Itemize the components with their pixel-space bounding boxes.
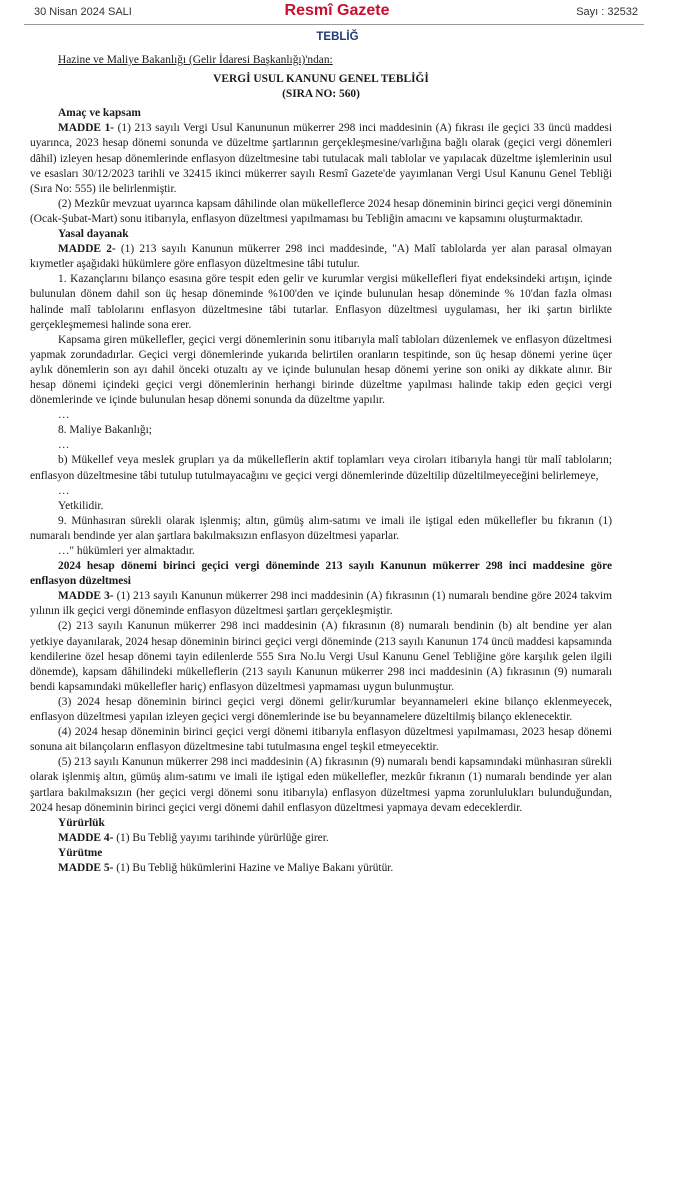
- article-2-text: (1) 213 sayılı Kanunun mükerrer 298 inci maddesinde, "A) Malî tablolarda yer alan parasal olmayan kıymetler aşağıdaki hükümlere göre enflasyon düzeltmesine tâbi tutulur.: [30, 243, 612, 271]
- article-5-text: (1) Bu Tebliğ hükümlerini Hazine ve Maliye Bakanı yürütür.: [113, 861, 394, 874]
- article-1-text: (1) 213 sayılı Vergi Usul Kanununun mükerrer 298 inci maddesinin (A) fıkrası ile geçici 33 üncü maddesi uyarınca, 2023 hesap dönemi sonunda ve düzeltme şartlarının gerçekleşmesine/varlığına bağlı olarak (geçici vergi dönemleri dâhil) izleyen hesap dönemlerinde enflasyon düzeltmesine tabi tutulacak mali tablolar ve yapılacak düzeltme işlemlerinin usul ve esasları 30/12/2023 tarihli ve 32415 ikinci mükerrer sayılı Resmî Gazete'de yayımlanan Vergi Usul Kanunu Genel Tebliği (Sıra No: 555) ile belirlenmiştir.: [30, 122, 612, 195]
- article-2-item-8: 8. Maliye Bakanlığı;: [58, 424, 152, 437]
- article-3-paragraph-5: (5) 213 sayılı Kanunun mükerrer 298 inci maddesinin (A) fıkrasının (9) numaralı bendi kapsamındaki münhasıran sürekli olarak işlenmiş altın, gümüş alım-satımı ve imali ile iştigal eden mükellefler, mezkûr fıkranın (1) numaralı bendinde yer alan şartlara bakılmaksızın (her geçici vergi dönemi sonu itibarıyla) enflasyon düzeltmesi yapma zorunlulukları bulunduğundan, 2024 hesap döneminin birinci geçici vergi dönemi dahil enflasyon düzeltmesi yapmaya devam edeceklerdir.: [30, 756, 612, 814]
- heading-execution: Yürütme: [58, 846, 103, 859]
- document-body: [30, 53, 612, 876]
- ellipsis: …: [58, 439, 70, 452]
- header-divider: [24, 24, 644, 25]
- article-2-label: MADDE 2-: [58, 243, 116, 256]
- document-title: VERGİ USUL KANUNU GENEL TEBLİĞİ: [213, 73, 429, 86]
- article-5-paragraph-1: [30, 861, 612, 876]
- document-number: (SIRA NO: 560): [282, 88, 360, 101]
- issue-number: Sayı : 32532: [576, 6, 638, 18]
- gazette-header: [24, 0, 650, 26]
- article-4-label: MADDE 4-: [58, 831, 114, 844]
- issuing-authority: Hazine ve Maliye Bakanlığı (Gelir İdaresi Başkanlığı)'ndan:: [58, 54, 333, 66]
- heading-article-3: 2024 hesap dönemi birinci geçici vergi döneminde 213 sayılı Kanunun mükerrer 298 inci maddesine göre enflasyon düzeltmesi: [30, 560, 612, 588]
- article-3-paragraph-3: (3) 2024 hesap döneminin birinci geçici vergi dönemi gelir/kurumlar beyannameleri ekine bilanço eklenmeyecek, enflasyon düzeltmesi yapılan izleyen geçici vergi dönemlerinde ise bu beyannamelere düzeltilmiş bilanço eklenecektir.: [30, 695, 612, 724]
- header-date: 30 Nisan 2024 SALI: [34, 6, 132, 18]
- article-5-label: MADDE 5-: [58, 861, 114, 874]
- article-4-paragraph-1: [30, 831, 612, 846]
- heading-legal-basis: Yasal dayanak: [58, 228, 129, 241]
- article-3-paragraph-4: (4) 2024 hesap döneminin birinci geçici vergi dönemi itibarıyla enflasyon düzeltmesi yapılmaması, 2023 hesap dönemi sonuna ait bilançoların enflasyon düzeltmesine tabi tutulmasına engel teşkil etmeyecektir.: [30, 726, 612, 754]
- authorization-statement: Yetkilidir.: [58, 499, 104, 512]
- article-4-text: (1) Bu Tebliğ yayımı tarihinde yürürlüğe girer.: [113, 831, 329, 844]
- section-label: TEBLİĞ: [316, 31, 359, 43]
- article-3-label: MADDE 3-: [58, 590, 114, 603]
- closing-quote: …" hükümleri yer almaktadır.: [58, 545, 195, 557]
- article-1-paragraph-1: [30, 121, 612, 196]
- article-2-paragraph-2: Kapsama giren mükellefler, geçici vergi dönemlerinin sonu itibarıyla malî tabloları düzenlemek ve enflasyon düzeltmesi yapmak zorundadırlar. Geçici vergi dönemlerinde yukarıda belirtilen oranların tespitinde, son üç hesap dönemi yerine üçer aylık dönemlerin son ayı dahil önceki otuzaltı ay ve içinde bulunulan hesap dönemi yerine son oniki ay dikkate alınır. Bir hesap dönemi içindeki geçici vergi dönemlerinin herhangi birinde düzeltme yapılması halinde takip eden geçici vergi dönemlerinde ve içinde bulunulan hesap dönemi sonunda da düzeltme yapılır.: [30, 333, 612, 407]
- article-2-item-1: 1. Kazançlarını bilanço esasına göre tespit eden gelir ve kurumlar vergisi mükellefleri fiyat endeksindeki artışın, içinde bulunulan dönem dahil son üç hesap döneminde %100'den ve içinde bulunulan hesap döneminde % 10'dan fazla olması halinde malî tablolarını enflasyon düzeltmesine tâbi tutarlar. Enflasyon düzeltmesi uygulaması, her iki şartın birlikte gerçekleşmemesi halinde sona erer.: [30, 273, 612, 331]
- heading-effective-date: Yürürlük: [58, 816, 105, 829]
- ellipsis: …: [58, 409, 70, 422]
- article-3-text: (1) 213 sayılı Kanunun mükerrer 298 inci maddesinin (A) fıkrasının (1) numaralı bendine göre 2024 takvim yılının ilk geçici vergi döneminde enflasyon düzeltmesi şartları gerçekleşmiştir.: [30, 590, 612, 618]
- article-2-paragraph-1: [30, 242, 612, 272]
- heading-scope: Amaç ve kapsam: [58, 107, 141, 120]
- gazette-title: Resmî Gazete: [284, 2, 390, 19]
- article-2-item-b: b) Mükellef veya meslek grupları ya da mükelleflerin aktif toplamları veya ciroları itibarıyla hangi tür malî tabloların; enflasyon düzeltmesine tâbi tutulup tutulmayacağını ve geçici vergi dönemlerinde düzeltilip düzeltilmeyeceğini belirlemeye,: [30, 454, 612, 482]
- article-2-item-9: 9. Münhasıran sürekli olarak işlenmiş; altın, gümüş alım-satımı ve imali ile iştigal eden mükellefler bu fıkranın (1) numaralı bendinde yer alan şartlara bakılmaksızın enflasyon düzeltmesi yaparlar.: [30, 514, 612, 542]
- article-1-label: MADDE 1-: [58, 122, 115, 135]
- article-1-paragraph-2: (2) Mezkûr mevzuat uyarınca kapsam dâhilinde olan mükelleflerce 2024 hesap döneminin birinci geçici vergi döneminin (Ocak-Şubat-Mart) sonu itibarıyla, enflasyon düzeltmesi yapılmaması bu Tebliğin amacını ve kapsamını oluşturmaktadır.: [30, 197, 612, 225]
- article-3-paragraph-2: (2) 213 sayılı Kanunun mükerrer 298 inci maddesinin (A) fıkrasının (8) numaralı bendinin (b) alt bendine yer alan yetkiye dayanılarak, 2024 hesap döneminin birinci geçici vergi döneminde (213 sayılı Kanunun 174 üncü maddesi kapsamında kendilerine özel hesap dönemi tayin edilenlerde 555 Sıra No.lu Vergi Usul Kanunu Genel Tebliğine göre karşılık gelen ilgili dönemde), kapsam dâhilindeki mükelleflerin (213 sayılı Kanunun mükerrer 298 inci maddesinin (A) fıkrasının (9) numaralı bendi kapsamındaki mükellefler hariç) enflasyon düzeltmesi yapmaması uygun bulunmuştur.: [30, 620, 612, 693]
- ellipsis: …: [58, 484, 70, 497]
- article-3-paragraph-1: [30, 589, 612, 619]
